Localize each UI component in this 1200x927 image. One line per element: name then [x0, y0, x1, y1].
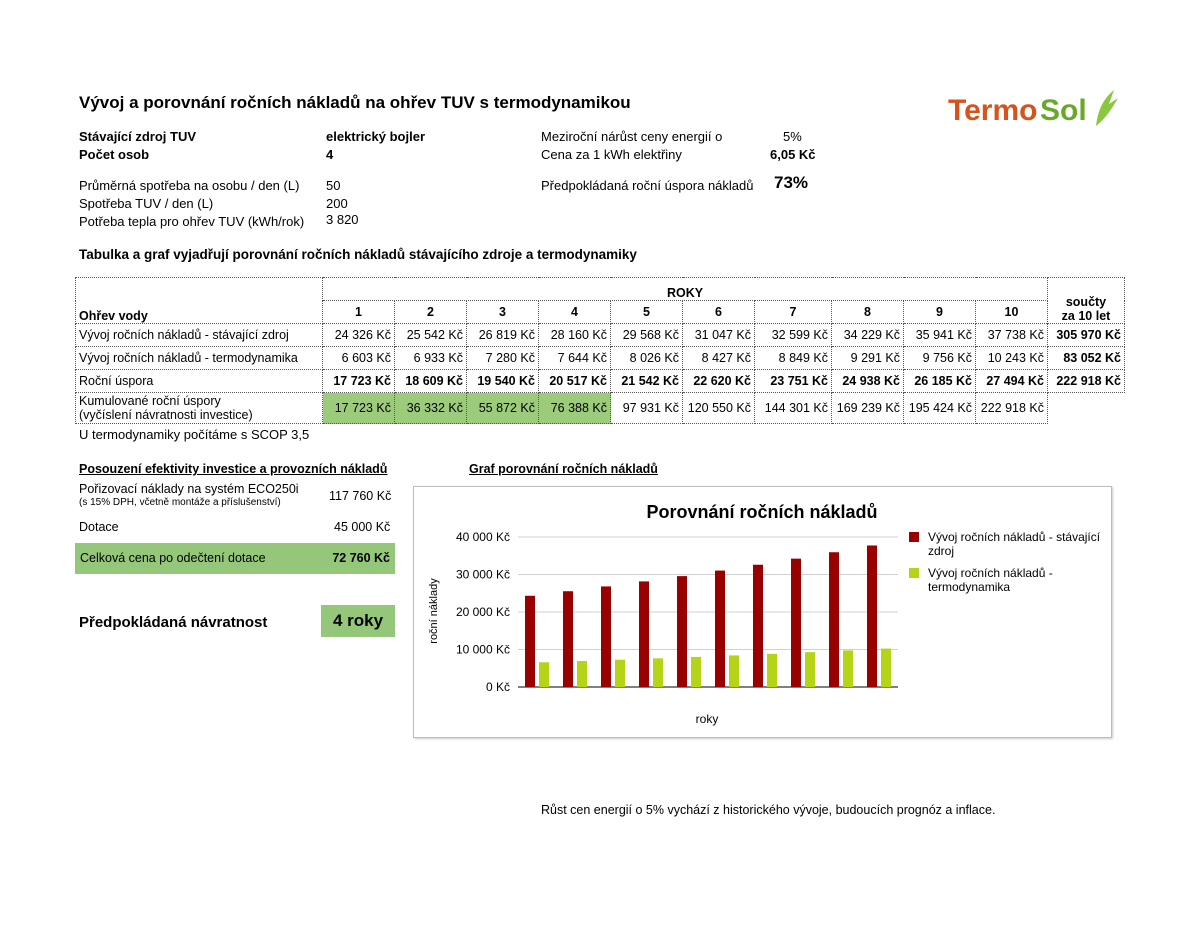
bar-thermo-year-3	[615, 660, 625, 687]
table-cell: 9 756 Kč	[904, 347, 976, 370]
table-cell-payback: 76 388 Kč	[539, 393, 611, 424]
row-label-line-1: Kumulované roční úspory	[79, 394, 221, 408]
table-cell: 7 280 Kč	[467, 347, 539, 370]
year-header: 3	[467, 301, 539, 324]
bar-thermo-year-5	[691, 657, 701, 687]
price-growth-value: 5%	[783, 129, 802, 144]
table-cell: 97 931 Kč	[611, 393, 683, 424]
table-row-current	[76, 324, 1125, 347]
table-cell-payback: 17 723 Kč	[323, 393, 395, 424]
table-cell: 22 620 Kč	[683, 370, 755, 393]
table-cell: 35 941 Kč	[904, 324, 976, 347]
y-tick-label: 30 000 Kč	[455, 567, 510, 582]
row-label: Vývoj ročních nákladů - stávající zdroj	[76, 324, 323, 347]
bar-thermo-year-8	[805, 652, 815, 687]
savings-value: 73%	[774, 173, 809, 192]
y-tick-label: 40 000 Kč	[455, 530, 510, 544]
kwh-price-value: 6,05 Kč	[770, 147, 816, 162]
table-cell: 29 568 Kč	[611, 324, 683, 347]
chart-heading: Graf porovnání ročních nákladů	[469, 462, 658, 476]
bar-thermo-year-2	[577, 661, 587, 687]
table-row-savings	[76, 370, 1125, 393]
persons-label: Počet osob	[79, 147, 150, 162]
cost-value: 117 760 Kč	[329, 489, 392, 503]
table-cell: 6 603 Kč	[323, 347, 395, 370]
heat-need-value: 3 820	[326, 212, 359, 227]
table-cell: 169 239 Kč	[832, 393, 904, 424]
savings-label: Předpokládaná roční úspora nákladů	[541, 178, 754, 193]
bar-thermo-year-7	[767, 654, 777, 687]
empty-cell	[1048, 393, 1125, 424]
total-price-box	[75, 543, 395, 574]
year-header: 4	[539, 301, 611, 324]
logo-leaf-icon	[1096, 90, 1118, 126]
table-cell: 120 550 Kč	[683, 393, 755, 424]
table-cell: 8 026 Kč	[611, 347, 683, 370]
bar-current-year-9	[829, 552, 839, 687]
header-sum-line-2: za 10 let	[1061, 309, 1111, 323]
y-tick-label: 10 000 Kč	[455, 642, 510, 657]
legend-label-current-1: Vývoj ročních nákladů - stávající	[928, 530, 1101, 544]
table-cell: 144 301 Kč	[755, 393, 832, 424]
table-row-cumulative	[76, 393, 1125, 424]
payback-value: 4 roky	[321, 605, 395, 637]
avg-consumption-label: Průměrná spotřeba na osobu / den (L)	[79, 178, 300, 193]
price-growth-label: Meziroční nárůst ceny energií o	[541, 129, 723, 144]
persons-value: 4	[326, 147, 334, 162]
logo-text-sol: Sol	[1040, 94, 1087, 127]
bar-current-year-10	[867, 545, 877, 687]
table-cell: 21 542 Kč	[611, 370, 683, 393]
table-cell: 20 517 Kč	[539, 370, 611, 393]
legend-swatch-thermo	[909, 568, 919, 578]
table-cell: 18 609 Kč	[395, 370, 467, 393]
chart-legend	[909, 530, 1101, 594]
table-cell: 27 494 Kč	[976, 370, 1048, 393]
y-axis-label: roční náklady	[428, 578, 440, 644]
bar-chart	[414, 487, 1111, 737]
kwh-price-label: Cena za 1 kWh elektřiny	[541, 147, 682, 162]
bar-current-year-3	[601, 586, 611, 687]
table-sum-cell: 222 918 Kč	[1048, 370, 1125, 393]
logo-text-termo: Termo	[948, 94, 1038, 127]
table-cell: 7 644 Kč	[539, 347, 611, 370]
table-cell: 24 938 Kč	[832, 370, 904, 393]
row-label: Vývoj ročních nákladů - termodynamika	[76, 347, 323, 370]
table-cell-payback: 55 872 Kč	[467, 393, 539, 424]
investment-heading: Posouzení efektivity investice a provozních nákladů	[79, 462, 388, 476]
total-label: Celková cena po odečtení dotace	[80, 551, 266, 565]
year-header: 1	[323, 301, 395, 324]
bar-thermo-year-6	[729, 655, 739, 687]
tuv-consumption-label: Spotřeba TUV / den (L)	[79, 196, 214, 211]
header-sum	[1048, 278, 1125, 324]
current-source-label: Stávající zdroj TUV	[79, 129, 197, 144]
table-cell: 25 542 Kč	[395, 324, 467, 347]
table-cell: 6 933 Kč	[395, 347, 467, 370]
tuv-consumption-value: 200	[326, 196, 348, 211]
bar-current-year-5	[677, 576, 687, 687]
table-cell: 222 918 Kč	[976, 393, 1048, 424]
termosol-logo	[946, 86, 1121, 132]
table-sum-cell: 83 052 Kč	[1048, 347, 1125, 370]
table-cell: 19 540 Kč	[467, 370, 539, 393]
table-row-thermo	[76, 347, 1125, 370]
avg-consumption-value: 50	[326, 178, 341, 193]
cost-table	[75, 277, 1125, 424]
page-title: Vývoj a porovnání ročních nákladů na ohřev TUV s termodynamikou	[79, 93, 631, 112]
row-label-line-2: (vyčíslení návratnosti investice)	[79, 408, 253, 422]
row-label: Roční úspora	[76, 370, 323, 393]
table-cell: 10 243 Kč	[976, 347, 1048, 370]
bar-current-year-2	[563, 591, 573, 687]
bar-thermo-year-10	[881, 649, 891, 687]
year-header: 9	[904, 301, 976, 324]
header-sum-line-1: součty	[1065, 295, 1107, 309]
year-header: 7	[755, 301, 832, 324]
year-header: 8	[832, 301, 904, 324]
bar-current-year-8	[791, 559, 801, 687]
subsidy-label: Dotace	[79, 520, 119, 534]
cost-label: Pořizovací náklady na systém ECO250i	[79, 482, 299, 496]
current-source-value: elektrický bojler	[326, 129, 425, 144]
table-cell: 8 849 Kč	[755, 347, 832, 370]
bar-current-year-6	[715, 571, 725, 687]
table-cell: 195 424 Kč	[904, 393, 976, 424]
table-cell: 26 819 Kč	[467, 324, 539, 347]
total-value: 72 760 Kč	[332, 551, 390, 565]
table-cell: 26 185 Kč	[904, 370, 976, 393]
bar-current-year-4	[639, 581, 649, 687]
payback-label: Předpokládaná návratnost	[79, 614, 268, 631]
table-cell: 32 599 Kč	[755, 324, 832, 347]
year-header: 6	[683, 301, 755, 324]
bar-thermo-year-4	[653, 658, 663, 687]
year-header: 10	[976, 301, 1048, 324]
footnote: Růst cen energií o 5% vychází z historického vývoje, budoucích prognóz a inflace.	[541, 803, 996, 817]
table-sum-cell: 305 970 Kč	[1048, 324, 1125, 347]
bar-current-year-1	[525, 596, 535, 687]
chart-container	[413, 486, 1112, 738]
x-axis-label: roky	[695, 712, 719, 726]
header-ohrev-vody: Ohřev vody	[76, 278, 323, 324]
table-cell-payback: 36 332 Kč	[395, 393, 467, 424]
subsidy-value: 45 000 Kč	[334, 520, 391, 534]
table-cell: 8 427 Kč	[683, 347, 755, 370]
legend-swatch-current	[909, 532, 919, 542]
legend-label-current-2: zdroj	[928, 544, 955, 558]
table-cell: 17 723 Kč	[323, 370, 395, 393]
cost-sublabel: (s 15% DPH, včetně montáže a příslušenství)	[79, 497, 281, 508]
scop-note: U termodynamiky počítáme s SCOP 3,5	[79, 427, 310, 442]
table-cell: 9 291 Kč	[832, 347, 904, 370]
bar-current-year-7	[753, 565, 763, 687]
y-tick-label: 20 000 Kč	[455, 605, 510, 619]
legend-label-thermo-1: Vývoj ročních nákladů -	[928, 566, 1053, 580]
table-cell: 24 326 Kč	[323, 324, 395, 347]
y-tick-label: 0 Kč	[485, 680, 510, 694]
legend-label-thermo-2: termodynamika	[928, 580, 1011, 594]
chart-title: Porovnání ročních nákladů	[646, 502, 878, 522]
table-cell: 28 160 Kč	[539, 324, 611, 347]
bar-thermo-year-1	[539, 662, 549, 687]
table-cell: 31 047 Kč	[683, 324, 755, 347]
table-cell: 37 738 Kč	[976, 324, 1048, 347]
year-header: 2	[395, 301, 467, 324]
table-cell: 23 751 Kč	[755, 370, 832, 393]
year-header: 5	[611, 301, 683, 324]
table-subtitle: Tabulka a graf vyjadřují porovnání ročních nákladů stávajícího zdroje a termodynamiky	[79, 247, 637, 262]
heat-need-label: Potřeba tepla pro ohřev TUV (kWh/rok)	[79, 214, 305, 229]
table-cell: 34 229 Kč	[832, 324, 904, 347]
header-roky: ROKY	[323, 278, 1048, 301]
row-label	[76, 393, 323, 424]
bar-thermo-year-9	[843, 650, 853, 687]
